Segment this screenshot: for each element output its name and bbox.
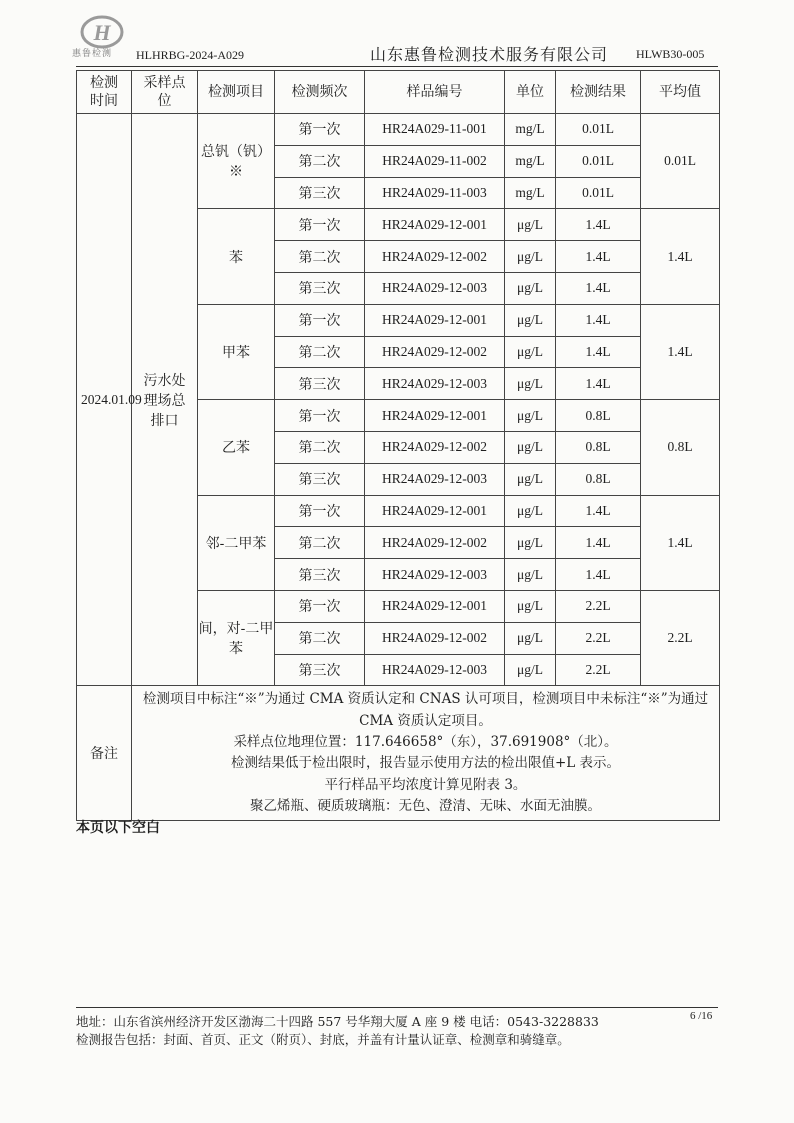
freq-cell: 第二次 — [275, 622, 365, 654]
freq-cell: 第三次 — [275, 272, 365, 304]
site-cell: 污水处理场总排口 — [132, 114, 198, 686]
item-cell: 甲苯 — [198, 304, 275, 399]
freq-cell: 第三次 — [275, 654, 365, 686]
note-line: 检测项目中标注“※”为通过 CMA 资质认定和 CNAS 认可项目，检测项目中未标注“※”为通过 CMA 资质认定项目。 — [142, 691, 709, 729]
footer-includes: 检测报告包括：封面、首页、正文（附页）、封底，并盖有计量认证章、检测章和骑缝章。 — [76, 1032, 570, 1047]
unit-cell: μg/L — [505, 622, 556, 654]
page-number: 6 /16 — [690, 1010, 713, 1022]
results-table — [76, 70, 720, 821]
header-cell: 样品编号 — [365, 71, 505, 114]
header-divider — [76, 66, 718, 67]
freq-cell: 第一次 — [275, 495, 365, 527]
notes-label: 备注 — [77, 686, 132, 821]
average-cell: 1.4L — [641, 495, 720, 590]
sample-cell: HR24A029-12-002 — [365, 241, 505, 273]
notes-row — [77, 686, 720, 821]
header-cell: 单位 — [505, 71, 556, 114]
result-cell: 1.4L — [556, 304, 641, 336]
sample-cell: HR24A029-12-001 — [365, 400, 505, 432]
footer-divider — [76, 1007, 718, 1008]
note-line: 平行样品平均浓度计算见附表 3。 — [324, 776, 527, 793]
footer-address: 地址：山东省滨州经济开发区渤海二十四路 557 号华翔大厦 A 座 9 楼 电话：0543-3228833 — [76, 1014, 599, 1029]
unit-cell: μg/L — [505, 304, 556, 336]
unit-cell: mg/L — [505, 177, 556, 209]
sample-cell: HR24A029-12-001 — [365, 304, 505, 336]
sample-cell: HR24A029-12-003 — [365, 654, 505, 686]
freq-cell: 第二次 — [275, 336, 365, 368]
result-cell: 1.4L — [556, 336, 641, 368]
sample-cell: HR24A029-12-002 — [365, 336, 505, 368]
unit-cell: μg/L — [505, 463, 556, 495]
result-cell: 2.2L — [556, 654, 641, 686]
result-cell: 1.4L — [556, 527, 641, 559]
header-cell: 检测时间 — [77, 71, 132, 114]
item-cell: 乙苯 — [198, 400, 275, 495]
header-cell: 平均值 — [641, 71, 720, 114]
result-cell: 1.4L — [556, 272, 641, 304]
average-cell: 1.4L — [641, 304, 720, 399]
svg-text:H: H — [93, 20, 111, 45]
date-cell: 2024.01.09 — [77, 114, 132, 686]
sample-cell: HR24A029-12-003 — [365, 368, 505, 400]
header-cell: 采样点位 — [132, 71, 198, 114]
freq-cell: 第三次 — [275, 463, 365, 495]
sample-cell: HR24A029-12-001 — [365, 590, 505, 622]
result-cell: 2.2L — [556, 590, 641, 622]
freq-cell: 第二次 — [275, 527, 365, 559]
freq-cell: 第三次 — [275, 559, 365, 591]
result-cell: 0.01L — [556, 114, 641, 146]
item-cell: 总钒（钒）※ — [198, 114, 275, 209]
sample-cell: HR24A029-12-001 — [365, 209, 505, 241]
unit-cell: μg/L — [505, 431, 556, 463]
freq-cell: 第三次 — [275, 368, 365, 400]
sample-cell: HR24A029-11-002 — [365, 145, 505, 177]
unit-cell: μg/L — [505, 400, 556, 432]
unit-cell: μg/L — [505, 527, 556, 559]
result-cell: 1.4L — [556, 559, 641, 591]
company-name: 山东惠鲁检测技术服务有限公司 — [370, 45, 609, 64]
result-cell: 0.8L — [556, 431, 641, 463]
unit-cell: μg/L — [505, 209, 556, 241]
unit-cell: μg/L — [505, 272, 556, 304]
sample-cell: HR24A029-12-003 — [365, 559, 505, 591]
blank-page-note: 本页以下空白 — [76, 820, 160, 836]
result-cell: 1.4L — [556, 241, 641, 273]
logo-text: 惠鲁检测 — [72, 49, 113, 59]
unit-cell: μg/L — [505, 559, 556, 591]
header-cell: 检测项目 — [198, 71, 275, 114]
unit-cell: μg/L — [505, 495, 556, 527]
sample-cell: HR24A029-12-003 — [365, 272, 505, 304]
unit-cell: mg/L — [505, 145, 556, 177]
table-row — [77, 114, 720, 146]
unit-cell: μg/L — [505, 654, 556, 686]
note-line: 聚乙烯瓶、硬质玻璃瓶：无色、澄清、无味、水面无油膜。 — [250, 797, 601, 814]
freq-cell: 第一次 — [275, 304, 365, 336]
average-cell: 0.8L — [641, 400, 720, 495]
note-line: 检测结果低于检出限时，报告显示使用方法的检出限值+L 表示。 — [230, 755, 621, 772]
freq-cell: 第二次 — [275, 431, 365, 463]
freq-cell: 第一次 — [275, 209, 365, 241]
sample-cell: HR24A029-12-001 — [365, 495, 505, 527]
result-cell: 0.01L — [556, 145, 641, 177]
result-cell: 0.8L — [556, 463, 641, 495]
result-cell: 0.8L — [556, 400, 641, 432]
header-cell: 检测结果 — [556, 71, 641, 114]
item-cell: 间，对-二甲苯 — [198, 590, 275, 685]
item-cell: 邻-二甲苯 — [198, 495, 275, 590]
unit-cell: μg/L — [505, 241, 556, 273]
freq-cell: 第二次 — [275, 241, 365, 273]
sample-cell: HR24A029-12-003 — [365, 463, 505, 495]
result-cell: 1.4L — [556, 368, 641, 400]
sample-cell: HR24A029-11-003 — [365, 177, 505, 209]
freq-cell: 第三次 — [275, 177, 365, 209]
form-number: HLWB30-005 — [636, 47, 705, 61]
freq-cell: 第一次 — [275, 590, 365, 622]
result-cell: 1.4L — [556, 209, 641, 241]
note-line: 采样点位地理位置：117.646658°（东），37.691908°（北）。 — [233, 733, 618, 750]
report-number: HLHRBG-2024-A029 — [136, 48, 244, 62]
sample-cell: HR24A029-12-002 — [365, 431, 505, 463]
unit-cell: μg/L — [505, 590, 556, 622]
table-header-row — [77, 71, 720, 114]
header-cell: 检测频次 — [275, 71, 365, 114]
notes-content — [132, 686, 720, 821]
result-cell: 0.01L — [556, 177, 641, 209]
sample-cell: HR24A029-12-002 — [365, 527, 505, 559]
sample-cell: HR24A029-11-001 — [365, 114, 505, 146]
item-cell: 苯 — [198, 209, 275, 304]
unit-cell: μg/L — [505, 368, 556, 400]
unit-cell: μg/L — [505, 336, 556, 368]
result-cell: 2.2L — [556, 622, 641, 654]
sample-cell: HR24A029-12-002 — [365, 622, 505, 654]
freq-cell: 第二次 — [275, 145, 365, 177]
unit-cell: mg/L — [505, 114, 556, 146]
freq-cell: 第一次 — [275, 114, 365, 146]
freq-cell: 第一次 — [275, 400, 365, 432]
average-cell: 0.01L — [641, 114, 720, 209]
average-cell: 2.2L — [641, 590, 720, 685]
result-cell: 1.4L — [556, 495, 641, 527]
average-cell: 1.4L — [641, 209, 720, 304]
table-body — [77, 114, 720, 821]
